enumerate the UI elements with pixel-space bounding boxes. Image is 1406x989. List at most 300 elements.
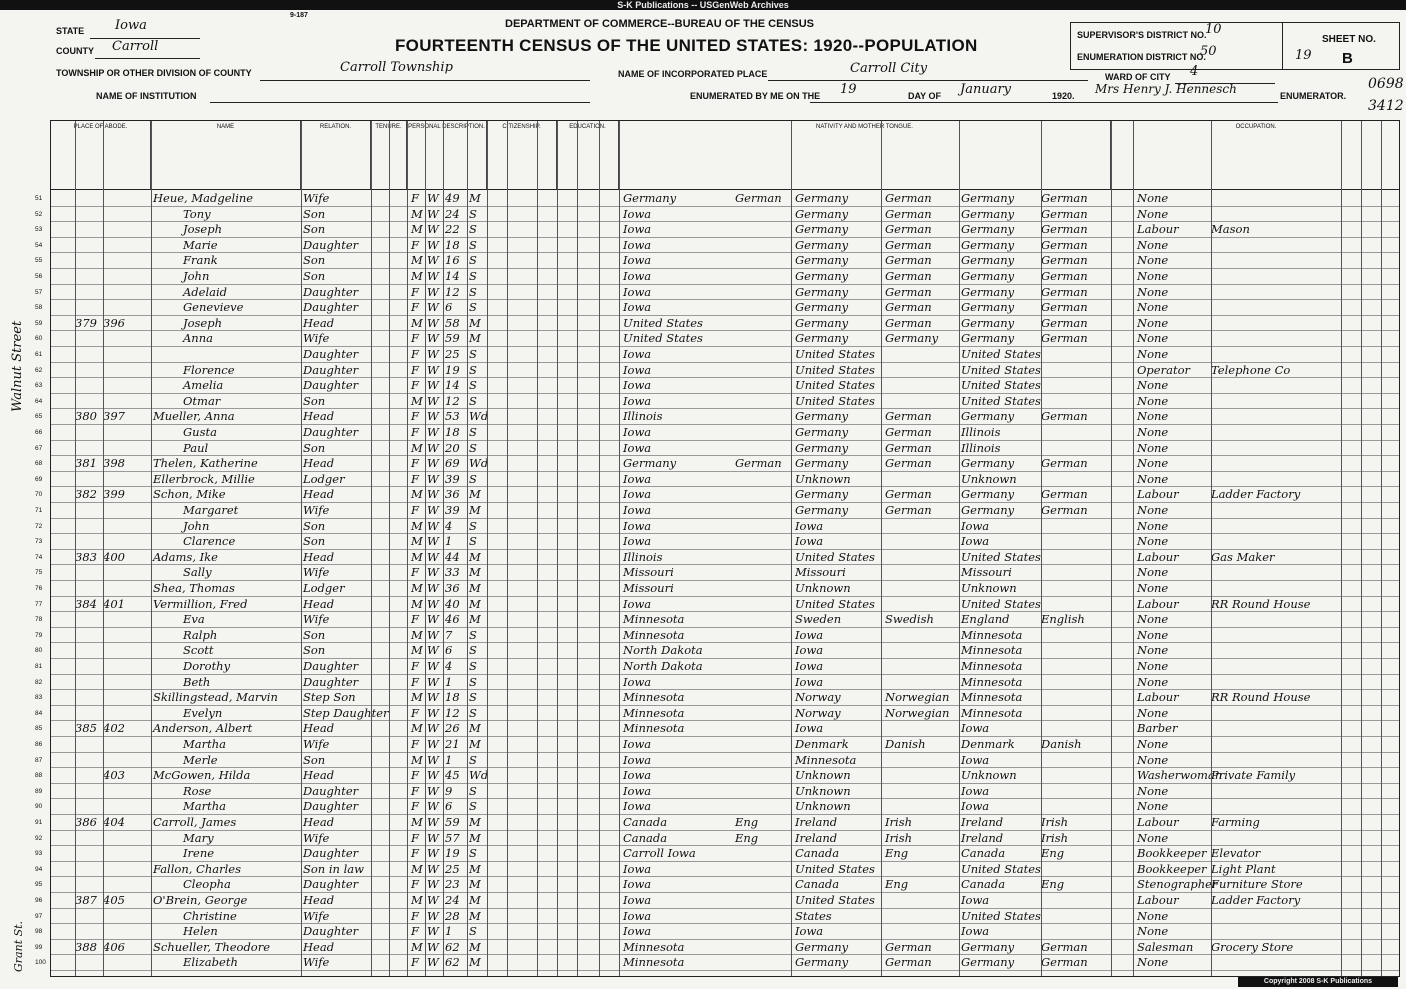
- age: 36: [445, 581, 460, 595]
- race: W: [427, 237, 439, 252]
- father-birthplace: United States: [795, 893, 875, 907]
- race: W: [427, 783, 439, 798]
- mother-mother-tongue: [1041, 597, 1109, 612]
- mother-mother-tongue: [1041, 565, 1109, 580]
- age: 58: [445, 315, 460, 330]
- age: 46: [445, 612, 460, 627]
- relation: Son: [303, 269, 326, 283]
- race: W: [427, 315, 439, 330]
- mother-mother-tongue: German: [1041, 222, 1088, 237]
- line-number: 56: [35, 273, 43, 280]
- column-rule: [103, 121, 104, 976]
- marital-status: S: [469, 237, 477, 252]
- race: W: [427, 815, 439, 829]
- person-name: Carroll, James: [153, 815, 237, 829]
- occupation: None: [1137, 612, 1169, 627]
- mother-tongue: [735, 940, 799, 955]
- form-number: 9-187: [290, 12, 308, 19]
- sex: F: [411, 908, 419, 923]
- column-rule: [371, 121, 372, 976]
- marital-status: M: [469, 315, 481, 330]
- age: 57: [445, 830, 460, 845]
- father-tongue: [885, 565, 961, 580]
- birthplace: Iowa: [623, 487, 652, 502]
- sex: M: [411, 534, 423, 549]
- race: W: [427, 565, 439, 580]
- dwelling-number: [75, 363, 103, 378]
- father-birthplace: Germany: [795, 315, 849, 330]
- occupation: None: [1137, 378, 1169, 393]
- age: 1: [445, 534, 453, 549]
- mother-tongue: [735, 472, 799, 487]
- relation: Head: [303, 315, 335, 330]
- sex: F: [411, 674, 419, 689]
- father-tongue: Danish: [885, 737, 926, 751]
- line-number: 79: [35, 631, 43, 639]
- sex: M: [411, 440, 423, 455]
- sex: M: [411, 549, 423, 564]
- mother-birthplace: Canada: [961, 877, 1006, 892]
- line-number: 52: [35, 210, 43, 218]
- mother-birthplace: United States: [961, 393, 1041, 408]
- marital-status: S: [469, 206, 477, 221]
- family-number: [103, 363, 131, 378]
- person-name: O'Brein, George: [153, 893, 248, 907]
- birthplace: United States: [623, 315, 703, 330]
- table-row: [35, 627, 1399, 644]
- family-number: [103, 737, 131, 752]
- dwelling-number: [75, 675, 103, 690]
- father-tongue: Irish: [885, 830, 913, 845]
- line-number: 100: [35, 959, 46, 967]
- table-row: [35, 643, 1399, 659]
- supervisor-label: SUPERVISOR'S DISTRICT NO.: [1077, 30, 1207, 40]
- race: W: [427, 456, 439, 471]
- table-row: [35, 737, 1399, 753]
- mother-tongue: [735, 862, 799, 877]
- column-rule: [1133, 121, 1134, 976]
- line-number: 67: [35, 444, 43, 452]
- marital-status: S: [469, 783, 477, 798]
- person-name: Mary: [183, 830, 214, 845]
- father-birthplace: Germany: [795, 456, 849, 471]
- mother-tongue: [735, 628, 799, 643]
- family-number: [103, 909, 131, 924]
- father-birthplace: Unknown: [795, 783, 851, 798]
- industry: [1211, 659, 1331, 674]
- table-row: [35, 456, 1399, 472]
- mother-tongue: German: [735, 456, 782, 471]
- industry: [1211, 378, 1331, 393]
- mother-mother-tongue: [1041, 909, 1109, 924]
- county-label: COUNTY: [56, 46, 94, 56]
- father-tongue: German: [885, 939, 932, 954]
- mother-tongue: [735, 784, 799, 799]
- marital-status: M: [469, 721, 481, 736]
- sex: M: [411, 690, 423, 705]
- year-label: 1920.: [1052, 91, 1075, 101]
- table-row: [35, 861, 1399, 878]
- sex: F: [411, 456, 419, 471]
- line-number: 82: [35, 678, 43, 686]
- occupation: None: [1137, 830, 1169, 845]
- birthplace: Iowa: [623, 347, 652, 361]
- mother-birthplace: Iowa: [961, 799, 990, 814]
- father-birthplace: Germany: [795, 409, 849, 424]
- sex: F: [411, 378, 419, 393]
- race: W: [427, 877, 439, 892]
- mother-mother-tongue: German: [1041, 503, 1088, 517]
- father-birthplace: Iowa: [795, 534, 824, 549]
- relation: Son: [303, 222, 326, 237]
- father-tongue: German: [885, 253, 932, 268]
- marital-status: M: [469, 565, 481, 580]
- sex: F: [411, 347, 419, 361]
- family-number: [103, 675, 131, 690]
- father-tongue: [885, 472, 961, 487]
- table-row: [35, 222, 1399, 238]
- sex: F: [411, 737, 419, 751]
- family-number: [103, 347, 131, 362]
- relation: Daughter: [303, 425, 359, 439]
- relation: Wife: [303, 830, 330, 845]
- father-birthplace: United States: [795, 393, 875, 408]
- line-number: 97: [35, 912, 43, 920]
- occupation: None: [1137, 705, 1169, 720]
- person-name: Evelyn: [183, 705, 223, 720]
- birthplace: Iowa: [623, 518, 652, 533]
- father-tongue: Eng: [885, 877, 909, 892]
- mother-tongue: [735, 503, 799, 518]
- relation: Head: [303, 939, 335, 954]
- mother-mother-tongue: [1041, 581, 1109, 596]
- relation: Wife: [303, 503, 330, 517]
- line-number: 61: [35, 351, 43, 358]
- father-tongue: [885, 550, 961, 565]
- dwelling-number: [75, 659, 103, 674]
- occupation: None: [1137, 674, 1169, 689]
- marital-status: M: [469, 191, 481, 205]
- occupation: None: [1137, 315, 1169, 330]
- column-rule: [1381, 121, 1382, 976]
- father-tongue: German: [885, 456, 932, 471]
- birthplace: Carroll Iowa: [623, 846, 696, 861]
- dwelling-number: [75, 706, 103, 721]
- age: 40: [445, 596, 460, 611]
- dwelling-number: [75, 784, 103, 799]
- marital-status: M: [469, 877, 481, 892]
- marital-status: S: [469, 846, 477, 861]
- father-birthplace: Iowa: [795, 627, 824, 642]
- table-row: [35, 565, 1399, 581]
- line-number: 66: [35, 429, 43, 436]
- mother-mother-tongue: German: [1041, 253, 1088, 268]
- line-number: 88: [35, 772, 43, 780]
- dwelling-number: [75, 519, 103, 534]
- marital-status: S: [469, 362, 477, 377]
- mother-mother-tongue: German: [1041, 315, 1088, 330]
- relation: Wife: [303, 565, 330, 580]
- dwelling-number: 383: [75, 549, 97, 564]
- relation: Daughter: [303, 846, 359, 861]
- occupation: None: [1137, 253, 1169, 268]
- industry: [1211, 565, 1331, 580]
- father-birthplace: Germany: [795, 955, 849, 970]
- township-value: Carroll Township: [340, 60, 453, 75]
- occupation: None: [1137, 737, 1169, 751]
- race: W: [427, 799, 439, 814]
- industry: [1211, 347, 1331, 362]
- mother-birthplace: Ireland: [961, 830, 1004, 845]
- occupation: None: [1137, 347, 1169, 361]
- birthplace: Germany: [623, 191, 677, 205]
- mother-tongue: [735, 565, 799, 580]
- table-row: [35, 830, 1399, 847]
- race: W: [427, 347, 439, 361]
- father-birthplace: United States: [795, 362, 875, 377]
- father-tongue: German: [885, 425, 932, 439]
- birthplace: United States: [623, 331, 703, 346]
- industry: [1211, 503, 1331, 518]
- table-row: [35, 612, 1399, 628]
- race: W: [427, 191, 439, 205]
- father-birthplace: Canada: [795, 846, 840, 861]
- marital-status: S: [469, 627, 477, 642]
- mother-mother-tongue: [1041, 893, 1109, 908]
- table-row: [35, 893, 1399, 909]
- family-number: [103, 659, 131, 674]
- race: W: [427, 690, 439, 705]
- industry: [1211, 472, 1331, 487]
- sex: M: [411, 487, 423, 502]
- mother-tongue: [735, 363, 799, 378]
- line-number: 76: [35, 585, 43, 592]
- table-row: [35, 908, 1399, 925]
- industry: Mason: [1211, 222, 1250, 237]
- birthplace: Iowa: [623, 284, 652, 299]
- mother-tongue: [735, 238, 799, 253]
- father-tongue: German: [885, 237, 932, 252]
- occupation: Labour: [1137, 222, 1179, 237]
- mother-tongue: [735, 799, 799, 814]
- father-birthplace: Denmark: [795, 737, 849, 751]
- line-number: 51: [35, 195, 43, 202]
- mother-mother-tongue: [1041, 378, 1109, 393]
- mother-tongue: [735, 846, 799, 861]
- table-row: [35, 237, 1399, 254]
- race: W: [427, 705, 439, 720]
- dwelling-number: [75, 253, 103, 268]
- occupation: None: [1137, 627, 1169, 642]
- column-rule: [151, 121, 152, 976]
- birthplace: Iowa: [623, 253, 652, 268]
- age: 6: [445, 799, 453, 814]
- race: W: [427, 596, 439, 611]
- birthplace: Minnesota: [623, 705, 685, 720]
- birthplace: Iowa: [623, 269, 652, 283]
- mother-birthplace: Unknown: [961, 581, 1017, 595]
- relation: Lodger: [303, 581, 345, 595]
- mother-mother-tongue: [1041, 534, 1109, 549]
- sex: M: [411, 627, 423, 642]
- table-row: [35, 191, 1399, 207]
- person-name: Paul: [183, 440, 209, 455]
- column-rule: [1211, 121, 1212, 976]
- line-number: 69: [35, 475, 43, 483]
- table-row: [35, 300, 1399, 316]
- birthplace: Iowa: [623, 674, 652, 689]
- dwelling-number: [75, 909, 103, 924]
- table-row: [35, 955, 1399, 971]
- father-birthplace: Iowa: [795, 924, 824, 939]
- mother-birthplace: Germany: [961, 300, 1015, 315]
- family-number: 401: [103, 596, 125, 611]
- mother-birthplace: Germany: [961, 191, 1015, 205]
- sex: M: [411, 596, 423, 611]
- birthplace: Iowa: [623, 799, 652, 814]
- table-row: [35, 877, 1399, 893]
- table-row: [35, 393, 1399, 410]
- family-number: [103, 300, 131, 315]
- mother-mother-tongue: [1041, 675, 1109, 690]
- dwelling-number: [75, 472, 103, 487]
- family-number: [103, 877, 131, 892]
- person-name: Beth: [183, 674, 211, 689]
- enumerated-day: 19: [840, 82, 857, 97]
- mother-mother-tongue: German: [1041, 300, 1088, 315]
- column-rule: [425, 121, 426, 976]
- sex: M: [411, 752, 423, 767]
- marital-status: Wd: [469, 768, 489, 783]
- sex: F: [411, 877, 419, 892]
- line-number: 55: [35, 257, 43, 265]
- mother-birthplace: United States: [961, 861, 1041, 876]
- mother-tongue: [735, 721, 799, 736]
- dwelling-number: 381: [75, 456, 97, 471]
- race: W: [427, 471, 439, 486]
- family-number: 396: [103, 315, 125, 330]
- occupation: None: [1137, 565, 1169, 580]
- table-row: [35, 690, 1399, 706]
- industry: [1211, 799, 1331, 814]
- marital-status: M: [469, 815, 481, 829]
- occupation: Labour: [1137, 893, 1179, 907]
- dwelling-number: [75, 285, 103, 300]
- mother-birthplace: Illinois: [961, 440, 1001, 455]
- table-row: [35, 284, 1399, 301]
- dwelling-number: [75, 581, 103, 596]
- birthplace: Iowa: [623, 300, 652, 315]
- sex: M: [411, 269, 423, 283]
- sex: M: [411, 222, 423, 237]
- father-birthplace: Germany: [795, 237, 849, 252]
- sex: F: [411, 471, 419, 486]
- mother-birthplace: Iowa: [961, 752, 990, 767]
- sex: F: [411, 362, 419, 377]
- occupation: Labour: [1137, 815, 1179, 829]
- age: 19: [445, 362, 460, 377]
- father-tongue: Irish: [885, 815, 913, 829]
- father-birthplace: Missouri: [795, 565, 846, 580]
- mother-birthplace: Iowa: [961, 518, 990, 533]
- age: 62: [445, 955, 460, 970]
- race: W: [427, 253, 439, 268]
- mother-birthplace: United States: [961, 378, 1041, 393]
- age: 9: [445, 783, 453, 798]
- family-number: [103, 846, 131, 861]
- relation: Head: [303, 409, 335, 424]
- occupation: None: [1137, 300, 1169, 315]
- column-rule: [487, 121, 488, 976]
- age: 25: [445, 861, 460, 876]
- column-rule: [557, 121, 558, 976]
- table-row: [35, 409, 1399, 425]
- mother-mother-tongue: [1041, 784, 1109, 799]
- industry: Elevator: [1211, 846, 1261, 861]
- family-number: 404: [103, 815, 125, 829]
- state-label: STATE: [56, 26, 85, 36]
- father-tongue: German: [885, 487, 932, 502]
- mother-mother-tongue: Irish: [1041, 830, 1069, 845]
- table-row: [35, 487, 1399, 503]
- mother-mother-tongue: [1041, 472, 1109, 487]
- industry: [1211, 581, 1331, 596]
- industry: Furniture Store: [1211, 877, 1303, 892]
- mother-tongue: [735, 300, 799, 315]
- relation: Daughter: [303, 362, 359, 377]
- marital-status: M: [469, 893, 481, 907]
- marital-status: M: [469, 861, 481, 876]
- age: 33: [445, 565, 460, 580]
- table-row: [35, 924, 1399, 940]
- relation: Head: [303, 549, 335, 564]
- relation: Son: [303, 643, 326, 658]
- mother-tongue: [735, 924, 799, 939]
- father-birthplace: United States: [795, 378, 875, 393]
- race: W: [427, 300, 439, 315]
- mother-birthplace: Germany: [961, 955, 1015, 970]
- age: 69: [445, 456, 460, 471]
- birthplace: Illinois: [623, 549, 663, 564]
- age: 20: [445, 440, 460, 455]
- sex: M: [411, 518, 423, 533]
- family-number: [103, 285, 131, 300]
- birthplace: Missouri: [623, 581, 674, 595]
- sheet-letter: B: [1342, 50, 1353, 67]
- father-birthplace: Germany: [795, 300, 849, 315]
- line-number: 96: [35, 897, 43, 904]
- race: W: [427, 269, 439, 283]
- mother-tongue: [735, 441, 799, 456]
- line-number: 58: [35, 304, 43, 312]
- person-name: Ralph: [183, 627, 218, 642]
- sex: M: [411, 206, 423, 221]
- father-tongue: German: [885, 191, 932, 205]
- col-education: EDUCATION.: [557, 121, 619, 189]
- sex: M: [411, 315, 423, 330]
- family-number: [103, 238, 131, 253]
- column-rule: [577, 121, 578, 976]
- industry: [1211, 300, 1331, 315]
- person-name: Amelia: [183, 378, 224, 393]
- race: W: [427, 487, 439, 502]
- age: 24: [445, 893, 460, 907]
- sex: F: [411, 237, 419, 252]
- industry: [1211, 316, 1331, 331]
- mother-tongue: [735, 409, 799, 424]
- family-number: 406: [103, 939, 125, 954]
- father-tongue: [885, 862, 961, 877]
